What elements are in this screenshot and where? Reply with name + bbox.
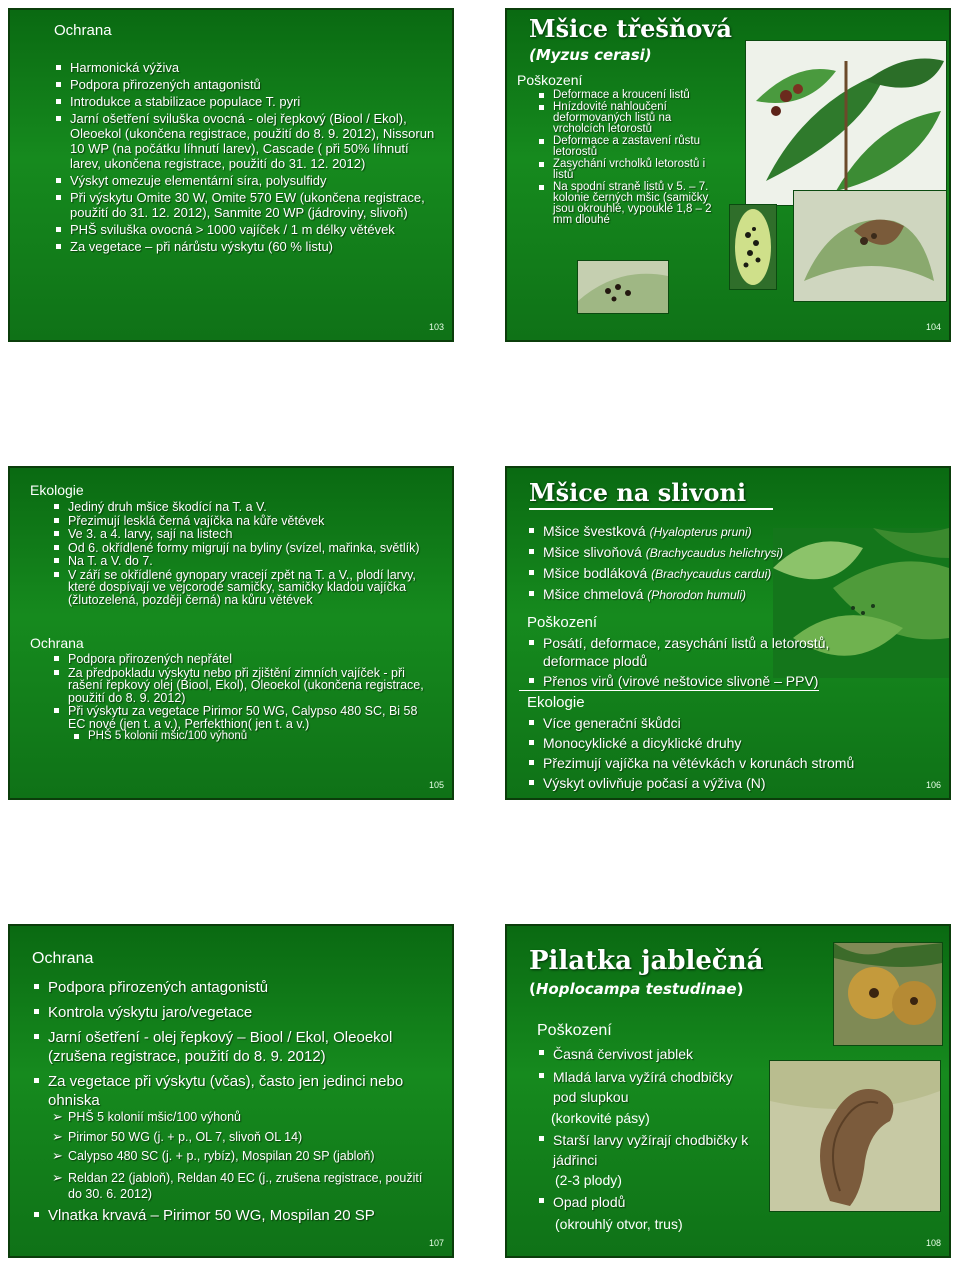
list-item bbox=[527, 585, 947, 604]
list-item: ➢ Calypso 480 SC (j. + p., rybíz), Mospilan 20 SP (jabloň) bbox=[52, 1150, 432, 1163]
list-item: Při výskytu Omite 30 W, Omite 570 EW (ukončena registrace, použití do 31. 12. 2012), Sanmite 20 WP (jádroviny, slivoň) bbox=[54, 190, 436, 220]
species-name: Mšice chmelová bbox=[543, 586, 644, 602]
species-latin: (Brachycaudus helichrysi) bbox=[645, 546, 784, 560]
note-cork-bands: (korkovité pásy) bbox=[551, 1110, 650, 1126]
species-latin: (Phorodon humuli) bbox=[647, 588, 746, 602]
damaged-apples-photo bbox=[833, 942, 943, 1046]
slide-number: 105 bbox=[428, 780, 444, 790]
species-latin: (Brachycaudus cardui) bbox=[651, 567, 772, 581]
list-item: Na spodní straně listů v 5. – 7. kolonie černých mšic (samičky jsou okrouhlé, vypouklé 1,8 – 2 mm dlouhé bbox=[537, 182, 713, 226]
list-item: Na T. a V. do 7. bbox=[52, 555, 424, 568]
list-item: PHŠ sviluška ovocná > 1000 vajíček / 1 m délky větévek bbox=[54, 222, 436, 237]
list-item: Výskyt ovlivňuje počasí a výživa (N) bbox=[527, 774, 947, 792]
bullet-list-last bbox=[32, 1206, 442, 1231]
latin-name: Hoplocampa testudinae bbox=[535, 980, 737, 998]
damage-list bbox=[527, 634, 857, 692]
list-item: Přenos virů (virové neštovice slivoně – PPV) bbox=[527, 672, 857, 690]
protection-list bbox=[52, 653, 424, 731]
section-header: Poškození bbox=[517, 72, 583, 88]
list-item: Deformace a kroucení listů bbox=[537, 90, 713, 101]
species-name: Mšice slivoňová bbox=[543, 544, 642, 560]
slide-number: 104 bbox=[925, 322, 941, 332]
slide-106 bbox=[505, 466, 951, 800]
list-item: Opad plodů bbox=[537, 1192, 757, 1212]
section-header: Poškození bbox=[537, 1022, 612, 1039]
list-item: Výskyt omezuje elementární síra, polysulfidy bbox=[54, 173, 436, 188]
list-item: Podpora přirozených antagonistů bbox=[54, 77, 436, 92]
species-latin: (Hyalopterus pruni) bbox=[649, 525, 752, 539]
slide-103 bbox=[8, 8, 454, 342]
sub-list bbox=[52, 1111, 432, 1203]
list-item: Při výskytu za vegetace Pirimor 50 WG, Calypso 480 SC, Bi 58 EC nové (jen t. a v.), Perfekthion( jen t. a v.) bbox=[52, 705, 424, 730]
sub-list bbox=[72, 731, 372, 743]
slide-header: Ochrana bbox=[54, 22, 112, 39]
slide-number: 106 bbox=[925, 780, 941, 790]
damage-list-3 bbox=[537, 1192, 757, 1215]
list-item: Introdukce a stabilizace populace T. pyri bbox=[54, 94, 436, 109]
list-item: Za vegetace při výskytu (včas), často jen jedinci nebo ohniska bbox=[32, 1072, 442, 1110]
title-underline bbox=[529, 508, 773, 510]
section-header-protection: Ochrana bbox=[30, 635, 84, 651]
larva-photo bbox=[769, 1060, 941, 1212]
species-list bbox=[527, 522, 947, 606]
list-item: Od 6. okřídlené formy migrují na byliny (svízel, mařinka, světlík) bbox=[52, 542, 424, 555]
list-item: Monocyklické a dicyklické druhy bbox=[527, 734, 947, 752]
aphid-colony-photo bbox=[745, 40, 947, 206]
slide-104 bbox=[505, 8, 951, 342]
list-item: Harmonická výživa bbox=[54, 60, 436, 75]
species-name: Mšice bodláková bbox=[543, 565, 648, 581]
list-item: Časná červivost jablek bbox=[537, 1044, 757, 1064]
slide-number: 103 bbox=[428, 322, 444, 332]
list-item bbox=[527, 564, 947, 583]
slide-subtitle: (Myzus cerasi) bbox=[529, 46, 652, 64]
list-item: Podpora přirozených nepřátel bbox=[52, 653, 424, 666]
note-hole: (okrouhlý otvor, trus) bbox=[555, 1216, 683, 1232]
section-header-damage: Poškození bbox=[527, 614, 598, 631]
slide-header: Ochrana bbox=[32, 950, 94, 967]
list-item: Jarní ošetření - olej řepkový – Biool / Ekol, Oleoekol (zrušena registrace, použití do 8. 9. 2012) bbox=[32, 1028, 442, 1066]
section-header-ecology: Ekologie bbox=[527, 694, 585, 711]
list-item: Kontrola výskytu jaro/vegetace bbox=[32, 1003, 442, 1022]
leaf-underside-photo bbox=[729, 204, 777, 290]
list-item: Posátí, deformace, zasychání listů a letorostů, deformace plodů bbox=[527, 634, 857, 670]
list-item: Hnízdovité nahloučení deformovaných listů na vrcholcích letorostů bbox=[537, 102, 713, 135]
section-header-ecology: Ekologie bbox=[30, 482, 84, 498]
ecology-list bbox=[52, 501, 424, 607]
list-item: Ve 3. a 4. larvy, sají na listech bbox=[52, 528, 424, 541]
list-item: Deformace a zastavení růstu letorostů bbox=[537, 136, 713, 158]
list-item: Mladá larva vyžírá chodbičky pod slupkou bbox=[537, 1067, 757, 1107]
list-item bbox=[527, 543, 947, 562]
bullet-list bbox=[54, 60, 436, 256]
slide-subtitle: (Hoplocampa testudinae) bbox=[529, 980, 744, 998]
list-item: V září se okřídlené gynopary vracejí zpět na T. a V., plodí larvy, které dospívají ve vejcorodé samičky, samičky kladou vajíčka (žlutozelená, později černá) na kůru větévek bbox=[52, 569, 424, 607]
slide-108 bbox=[505, 924, 951, 1258]
aphids-on-leaf-photo bbox=[577, 260, 669, 314]
bullet-list bbox=[537, 90, 713, 227]
slide-number: 108 bbox=[925, 1238, 941, 1248]
list-item: Starší larvy vyžírají chodbičky k jádřinci bbox=[537, 1130, 757, 1170]
list-item: Jediný druh mšice škodící na T. a V. bbox=[52, 501, 424, 514]
list-item: Přezimují vajíčka na větévkách v korunách stromů bbox=[527, 754, 947, 772]
list-item: Více generační škůdci bbox=[527, 714, 947, 732]
species-name: Mšice švestková bbox=[543, 523, 646, 539]
slide-number: 107 bbox=[428, 1238, 444, 1248]
damage-list bbox=[537, 1044, 757, 1107]
damage-list-2 bbox=[537, 1130, 757, 1173]
list-item: Vlnatka krvavá – Pirimor 50 WG, Mospilan 20 SP bbox=[32, 1206, 442, 1225]
list-item: ➢ PHŠ 5 kolonií mšic/100 výhonů bbox=[52, 1111, 432, 1124]
list-item: Podpora přirozených antagonistů bbox=[32, 978, 442, 997]
list-item bbox=[527, 522, 947, 541]
slide-105 bbox=[8, 466, 454, 800]
list-item: Za vegetace – při nárůstu výskytu (60 % listu) bbox=[54, 239, 436, 254]
list-item: Přezimují lesklá černá vajíčka na kůře větévek bbox=[52, 515, 424, 528]
note-fruit-count: (2-3 plody) bbox=[555, 1172, 622, 1188]
slide-title: Mšice na slivoni bbox=[529, 478, 747, 507]
curled-leaves-photo bbox=[793, 190, 947, 302]
list-item: ➢ Reldan 22 (jabloň), Reldan 40 EC (j., zrušena registrace, použití do 30. 6. 2012) bbox=[52, 1170, 432, 1202]
slide-title: Mšice třešňová bbox=[529, 14, 732, 43]
slide-107 bbox=[8, 924, 454, 1258]
list-item: PHŠ 5 kolonií mšic/100 výhonů bbox=[72, 731, 372, 742]
list-item: Za předpokladu výskytu nebo při zjištění zimních vajíček - při rašení řepkový olej (Biool, Ekol), Oleoekol (ukončena registrace, použití do 8. 9. 2012) bbox=[52, 667, 424, 705]
bullet-list bbox=[32, 978, 442, 1116]
slide-title: Pilatka jablečná bbox=[529, 946, 764, 976]
list-item: Jarní ošetření sviluška ovocná - olej řepkový (Biool / Ekol), Oleoekol (ukončena registrace, použití do 8. 9. 2012), Nissorun 10 WP (na počátku líhnutí larev), Cascade ( při 50% líhnutí larev, ukončena registrace, použití do 31. 12. 2012) bbox=[54, 111, 436, 171]
list-item: ➢ Pirimor 50 WG (j. + p., OL 7, slivoň OL 14) bbox=[52, 1131, 432, 1144]
list-item: Zasychání vrcholků letorostů i listů bbox=[537, 159, 713, 181]
section-rule bbox=[519, 690, 819, 691]
ecology-list bbox=[527, 714, 947, 794]
